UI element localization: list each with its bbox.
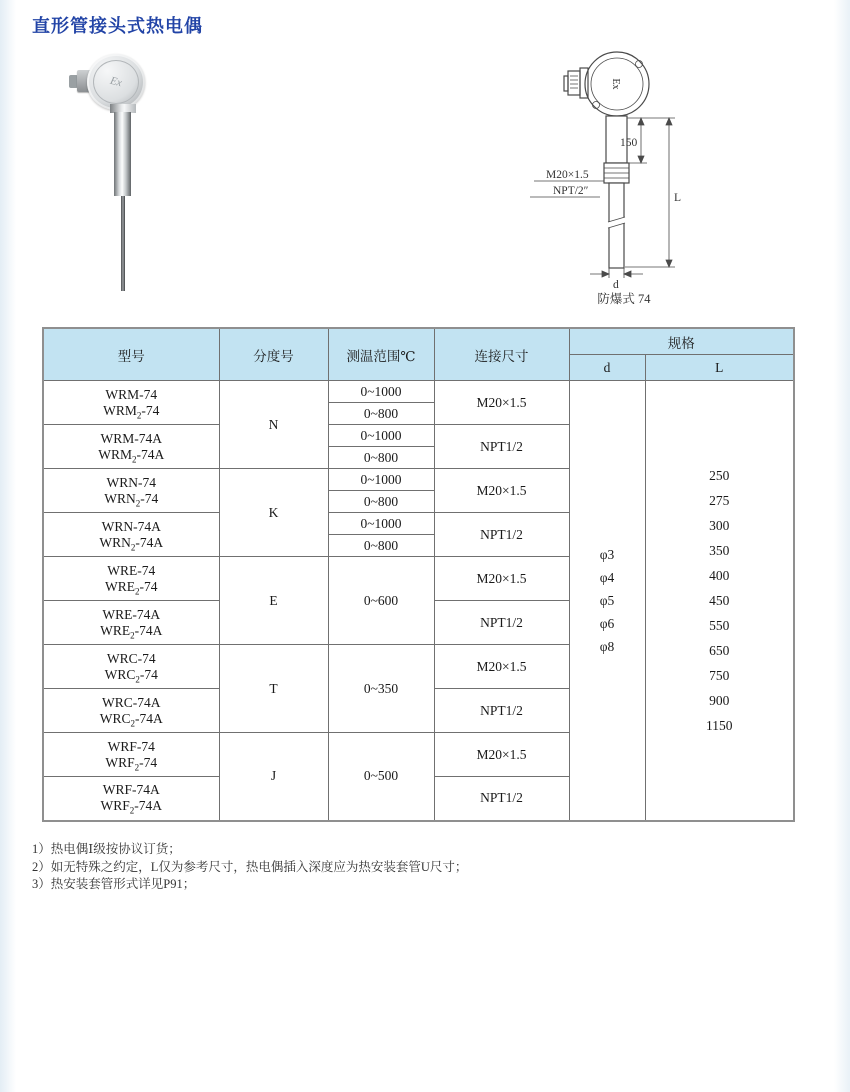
d-value: φ6 xyxy=(599,615,615,631)
l-value: 400 xyxy=(709,567,730,583)
technical-drawing xyxy=(528,45,723,325)
l-values-cell xyxy=(645,381,794,821)
model-cell: WRN-74A $WRN_2-74A$ xyxy=(43,513,219,557)
connection-cell: M20×1.5 xyxy=(434,381,569,425)
temp-range-cell: 0~350 xyxy=(328,645,434,733)
thermocouple-photo xyxy=(58,46,208,296)
temp-range-cell: 0~1000 xyxy=(328,381,434,403)
photo-head-marking: Ex xyxy=(108,74,124,90)
l-value: 650 xyxy=(709,642,730,658)
dim-l-label: L xyxy=(674,192,682,204)
l-value: 900 xyxy=(709,692,730,708)
connection-cell: NPT1/2 xyxy=(434,689,569,733)
temp-range-cell: 0~800 xyxy=(328,491,434,513)
footnotes xyxy=(32,841,467,894)
temp-range-cell: 0~1000 xyxy=(328,513,434,535)
connection-cell: NPT1/2 xyxy=(434,601,569,645)
temp-range-cell: 0~800 xyxy=(328,535,434,557)
l-value: 250 xyxy=(709,467,730,483)
header-model: 型号 xyxy=(43,328,219,381)
l-value: 300 xyxy=(709,517,730,533)
connection-cell: M20×1.5 xyxy=(434,469,569,513)
d-value: φ3 xyxy=(599,546,615,562)
graduation-cell: E xyxy=(219,557,328,645)
connection-cell: M20×1.5 xyxy=(434,645,569,689)
temp-range-cell: 0~800 xyxy=(328,403,434,425)
model-cell: WRM-74A $WRM_2-74A$ xyxy=(43,425,219,469)
model-cell: WRE-74 $WRE_2-74$ xyxy=(43,557,219,601)
model-cell: WRF-74 $WRF_2-74$ xyxy=(43,733,219,777)
d-value: φ4 xyxy=(599,569,615,585)
l-value: 550 xyxy=(709,617,730,633)
graduation-cell: T xyxy=(219,645,328,733)
photo-head xyxy=(87,54,145,110)
drawing-connector xyxy=(568,71,580,95)
thread-label-m20: M20×1.5 xyxy=(546,169,589,181)
dim-150-label: 150 xyxy=(620,137,638,149)
footnote-3: 3）热安装套管形式详见P91； xyxy=(32,877,196,891)
connection-cell: NPT1/2 xyxy=(434,777,569,821)
page-title: 直形管接头式热电偶 xyxy=(32,16,203,36)
dim-d-label: d xyxy=(613,279,619,291)
photo-probe-tip xyxy=(121,196,125,291)
connection-cell: NPT1/2 xyxy=(434,425,569,469)
graduation-cell: J xyxy=(219,733,328,821)
header-spec: 规格 xyxy=(569,328,794,355)
d-values-cell xyxy=(569,381,645,821)
connection-cell: M20×1.5 xyxy=(434,557,569,601)
header-graduation: 分度号 xyxy=(219,328,328,381)
thread-label-npt: NPT/2″ xyxy=(553,185,589,197)
graduation-cell: K xyxy=(219,469,328,557)
l-value: 750 xyxy=(709,667,730,683)
graduation-cell: N xyxy=(219,381,328,469)
drawing-caption: 防爆式 74 xyxy=(597,292,651,306)
l-value: 1150 xyxy=(706,717,733,733)
photo-tube xyxy=(114,112,131,196)
l-value: 275 xyxy=(709,492,730,508)
model-cell: WRC-74A $WRC_2-74A$ xyxy=(43,689,219,733)
connection-cell: M20×1.5 xyxy=(434,733,569,777)
temp-range-cell: 0~1000 xyxy=(328,425,434,447)
temp-range-cell: 0~1000 xyxy=(328,469,434,491)
drawing-head-marking: Ex xyxy=(610,78,621,90)
l-value: 350 xyxy=(709,542,730,558)
header-temp-range: 测温范围℃ xyxy=(328,328,434,381)
connection-cell: NPT1/2 xyxy=(434,513,569,557)
header-connection: 连接尺寸 xyxy=(434,328,569,381)
model-cell: WRE-74A $WRE_2-74A$ xyxy=(43,601,219,645)
temp-range-cell: 0~600 xyxy=(328,557,434,645)
d-value: φ5 xyxy=(599,592,615,608)
d-value: φ8 xyxy=(599,638,615,654)
spec-table xyxy=(42,327,795,822)
model-cell: WRN-74 $WRN_2-74$ xyxy=(43,469,219,513)
temp-range-cell: 0~800 xyxy=(328,447,434,469)
model-cell: WRF-74A $WRF_2-74A$ xyxy=(43,777,219,821)
header-d: d xyxy=(569,355,645,381)
model-cell: WRM-74 $WRM_2-74$ xyxy=(43,381,219,425)
header-l: L xyxy=(645,355,794,381)
model-cell: WRC-74 $WRC_2-74$ xyxy=(43,645,219,689)
temp-range-cell: 0~500 xyxy=(328,733,434,821)
footnote-1: 1）热电偶Ⅰ级按协议订货； xyxy=(32,842,181,856)
footnote-2: 2）如无特殊之约定，L仅为参考尺寸，热电偶插入深度应为热安装套管U尺寸； xyxy=(32,859,468,874)
l-value: 450 xyxy=(709,592,730,608)
